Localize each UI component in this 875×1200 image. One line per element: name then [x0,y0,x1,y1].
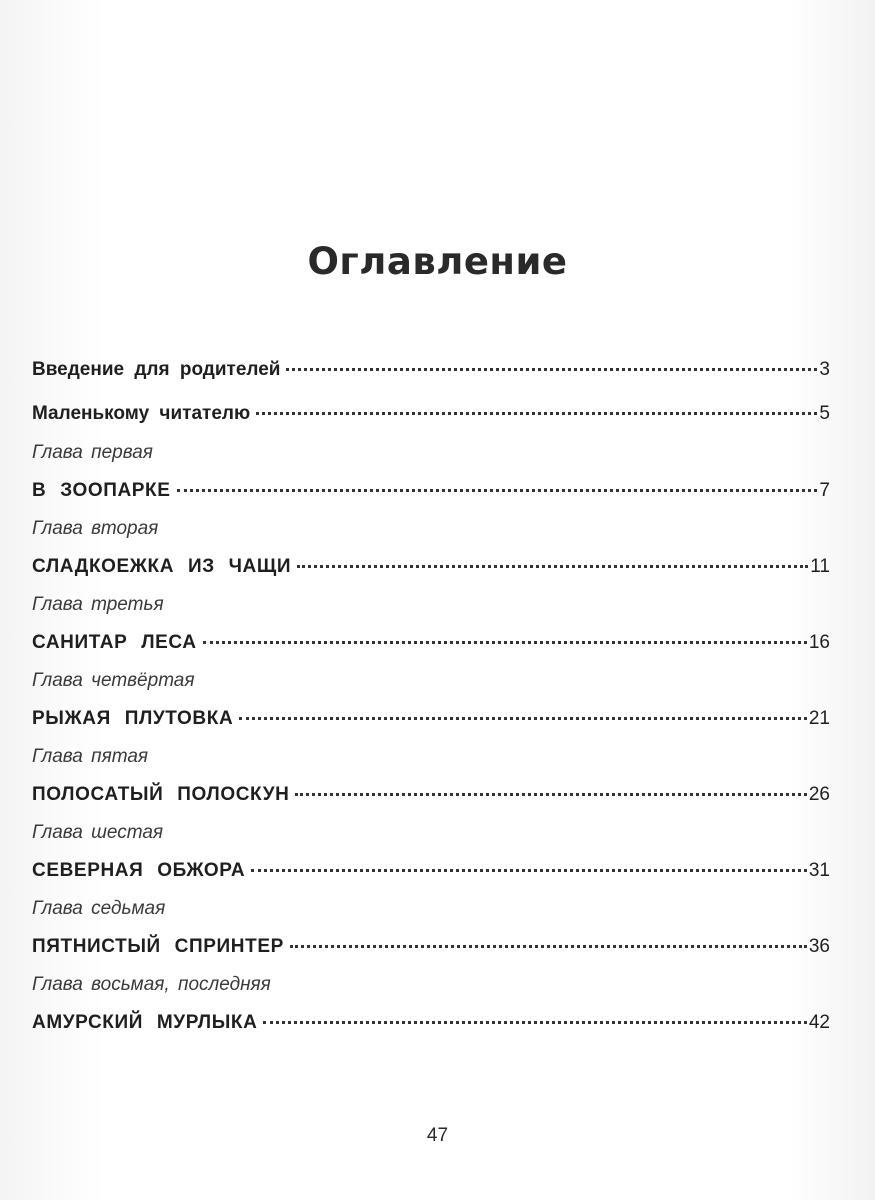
chapter-label: Глава седьмая [32,898,166,919]
chapter-page: 21 [808,708,830,729]
chapter-label: Глава восьмая, последняя [32,974,271,995]
toc-row [32,622,830,664]
toc-entry-name: Введение для родителей [32,359,281,380]
dot-leader [286,368,817,371]
chapter-page: 36 [808,936,830,957]
toc-row [32,850,830,892]
chapter-label: Глава первая [32,442,153,463]
chapter-title: СЛАДКОЕЖКА ИЗ ЧАЩИ [32,556,292,577]
chapter-title: ПОЛОСАТЫЙ ПОЛОСКУН [32,784,290,805]
dot-leader [251,869,807,872]
chapter-title: САНИТАР ЛЕСА [32,632,197,653]
chapter-label: Глава пятая [32,746,149,767]
chapter-page: 11 [810,556,830,577]
toc-entry-chapter [32,892,830,968]
toc-row [32,470,830,512]
chapter-title: АМУРСКИЙ МУРЛЫКА [32,1012,258,1033]
chapter-title: РЫЖАЯ ПЛУТОВКА [32,708,234,729]
toc-entry-page: 3 [819,359,830,380]
chapter-label: Глава третья [32,594,164,615]
toc-row [32,546,830,588]
toc-entry-name: Маленькому читателю [32,403,251,424]
toc-entry-chapter [32,816,830,892]
toc-entry-page: 5 [819,403,830,424]
toc-entry-chapter [32,512,830,588]
toc-row [32,1002,830,1044]
toc-entry-chapter [32,664,830,740]
toc-entry-chapter [32,588,830,664]
toc-row [32,926,830,968]
toc-row [32,698,830,740]
chapter-page: 42 [808,1012,830,1033]
dot-leader [256,412,817,415]
dot-leader [239,717,807,720]
table-of-contents [32,348,830,1044]
chapter-page: 16 [808,632,830,653]
chapter-page: 26 [808,784,830,805]
chapter-label: Глава вторая [32,518,159,539]
page-title: Оглавление [307,240,568,283]
toc-entry-chapter [32,740,830,816]
dot-leader [297,565,808,568]
chapter-page: 31 [808,860,830,881]
dot-leader [177,489,818,492]
chapter-title: В ЗООПАРКЕ [32,480,171,501]
chapter-label: Глава шестая [32,822,164,843]
toc-entry-intro [32,348,830,392]
chapter-label: Глава четвёртая [32,670,195,691]
dot-leader [290,945,807,948]
dot-leader [263,1021,806,1024]
toc-entry-chapter [32,436,830,512]
chapter-title: СЕВЕРНАЯ ОБЖОРА [32,860,246,881]
toc-row [32,348,830,392]
toc-row [32,392,830,436]
chapter-title: ПЯТНИСТЫЙ СПРИНТЕР [32,936,284,957]
toc-entry-intro [32,392,830,436]
toc-entry-chapter [32,968,830,1044]
page-number: 47 [426,1125,449,1146]
dot-leader [295,793,806,796]
dot-leader [203,641,807,644]
toc-row [32,774,830,816]
chapter-page: 7 [819,480,830,501]
